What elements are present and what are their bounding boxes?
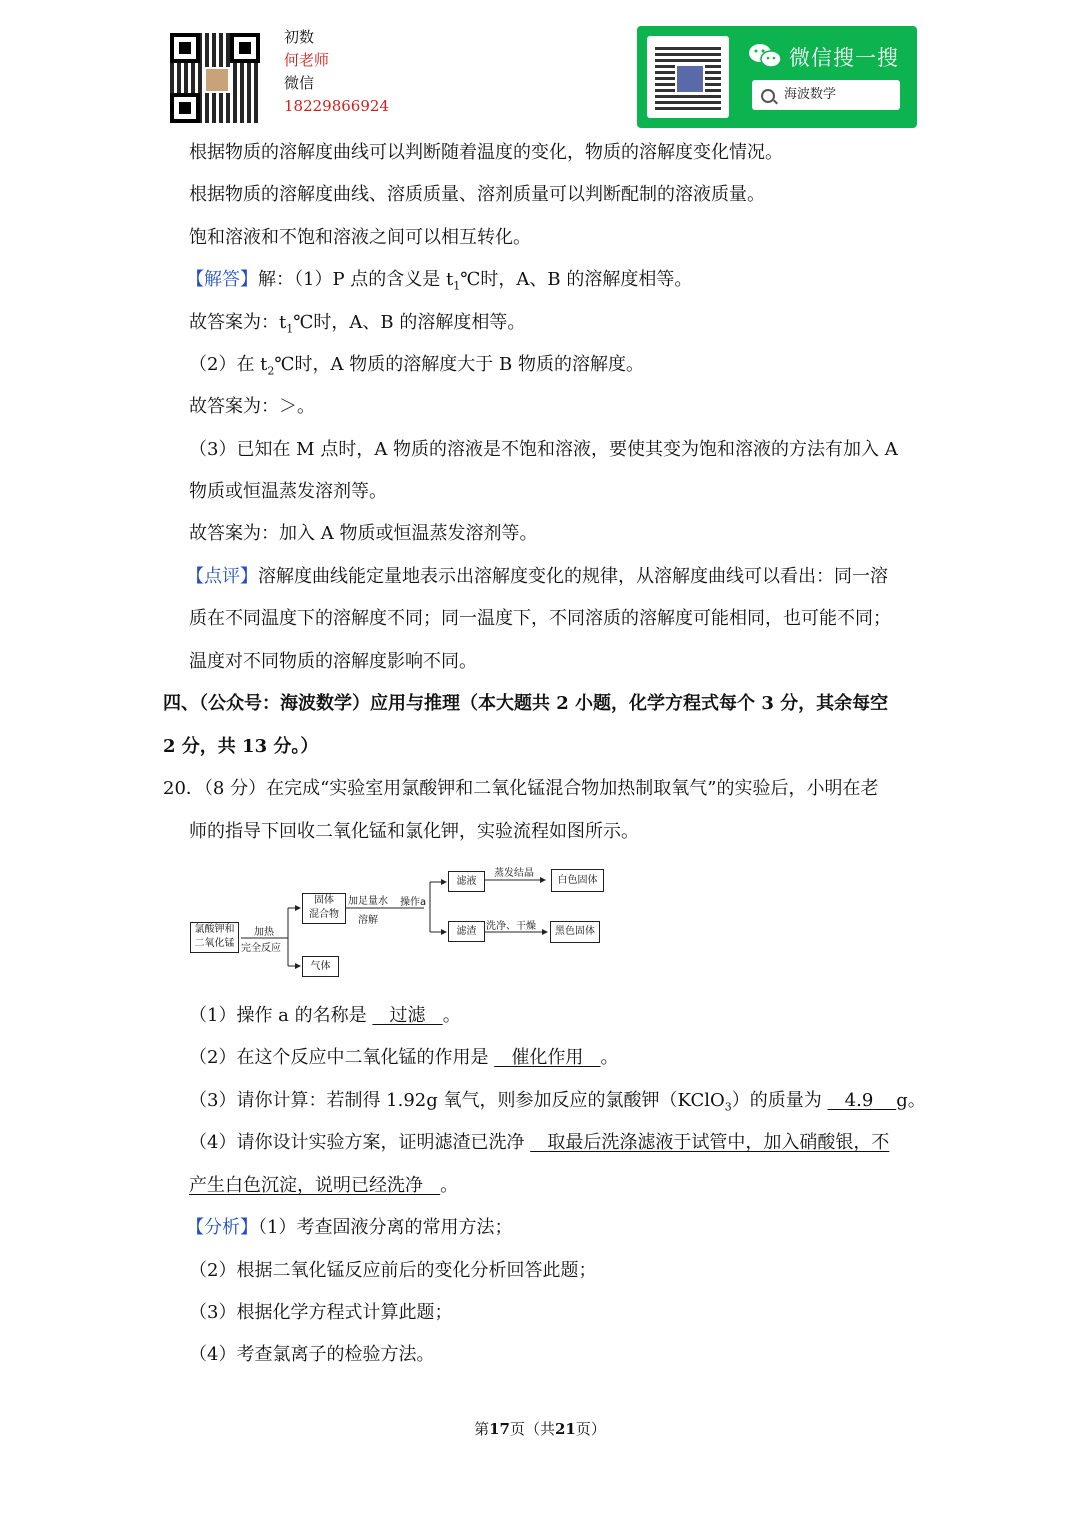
qr-code-right — [647, 36, 729, 118]
label-add-water: 加足量水 — [348, 896, 388, 907]
wechat-title: 微信搜一搜 — [789, 46, 899, 70]
section-heading-line-1: 四、（公众号：海波数学）应用与推理（本大题共 2 小题，化学方程式每个 3 分，其余每空 — [163, 693, 889, 714]
box-black-solid: 黑色固体 — [550, 921, 600, 943]
comment-tag: 【点评】 — [186, 566, 258, 587]
text-line-1: 根据物质的溶解度曲线可以判断随着温度的变化，物质的溶解度变化情况。 — [189, 142, 783, 163]
analysis-tag: 【分析】 — [186, 1217, 258, 1238]
answer-blank-4-cont: 产生白色沉淀，说明已经洗净 — [189, 1175, 423, 1196]
answer-line-2: 故答案为：$t_1℃$时，A、B 的溶解度相等。 — [189, 312, 526, 336]
answer-blank-3: 4.9 — [844, 1090, 874, 1111]
wechat-logo-icon — [748, 42, 782, 70]
text-line-2: 根据物质的溶解度曲线、溶质质量、溶剂质量可以判断配制的溶液质量。 — [189, 184, 765, 205]
box-solid-mixture: 固体 混合物 — [302, 893, 346, 924]
box-white-solid: 白色固体 — [551, 869, 604, 892]
box-filtrate: 滤液 — [448, 871, 485, 892]
answer-blank-2: 催化作用 — [511, 1047, 584, 1068]
contact-info — [284, 26, 389, 118]
answer-tag: 【解答】 — [186, 269, 258, 290]
wechat-search-card[interactable] — [637, 26, 917, 128]
qr-code-left — [170, 33, 260, 123]
box-gas: 气体 — [302, 956, 339, 977]
sub-question-4: （4）请你设计实验方案，证明滤渣已洗净 取最后洗涤滤液于试管中，加入硝酸银，不 — [189, 1132, 890, 1153]
analysis-line-3: （3）根据化学方程式计算此题； — [189, 1302, 453, 1323]
flow-diagram — [188, 860, 608, 982]
label-operation-a: 操作a — [400, 897, 427, 908]
box-residue: 滤渣 — [448, 921, 485, 942]
label-evaporate: 蒸发结晶 — [494, 868, 534, 879]
answer-blank-4: 取最后洗涤滤液于试管中，加入硝酸银，不 — [547, 1132, 890, 1153]
page-total: 21 — [555, 1420, 576, 1438]
wechat-search-box[interactable] — [752, 80, 900, 110]
question-20-line-1: 20．（8 分）在完成“实验室用氯酸钾和二氧化锰混合物加热制取氧气”的实验后，小明在老 — [163, 778, 879, 799]
flow-arrows — [188, 860, 608, 982]
text-line-3: 饱和溶液和不饱和溶液之间可以相互转化。 — [189, 227, 531, 248]
answer-line-5: （3）已知在 M 点时，A 物质的溶液是不饱和溶液，要使其变为饱和溶液的方法有加入 A — [189, 439, 898, 460]
answer-line-7: 故答案为：加入 A 物质或恒温蒸发溶剂等。 — [189, 523, 538, 544]
label-heat: 加热 — [254, 927, 274, 938]
sub-question-1: （1）操作 a 的名称是 过滤 。 — [189, 1005, 461, 1026]
answer-line-1: 【解答】解：（1）P 点的含义是 $t_1℃$时，A、B 的溶解度相等。 — [186, 269, 693, 293]
comment-line-2: 质在不同温度下的溶解度不同；同一温度下，不同溶质的溶解度可能相同，也可能不同； — [189, 608, 891, 629]
label-wash-dry: 洗净、干燥 — [486, 921, 536, 932]
analysis-line-4: （4）考查氯离子的检验方法。 — [189, 1344, 435, 1365]
page-footer: 第17页（共21页） — [474, 1420, 606, 1438]
comment-line-1: 【点评】溶解度曲线能定量地表示出溶解度变化的规律，从溶解度曲线可以看出：同一溶 — [186, 566, 888, 587]
contact-line-2: 何老师 — [284, 51, 330, 69]
sub-question-4-cont: 产生白色沉淀，说明已经洗净 。 — [189, 1175, 459, 1196]
answer-line-6: 物质或恒温蒸发溶剂等。 — [189, 481, 387, 502]
analysis-line-1: 【分析】（1）考查固液分离的常用方法； — [186, 1217, 513, 1238]
comment-line-3: 温度对不同物质的溶解度影响不同。 — [189, 651, 477, 672]
page-number: 17 — [489, 1420, 510, 1438]
contact-line-1: 初数 — [284, 28, 315, 46]
box-start: 氯酸钾和 二氧化锰 — [190, 922, 239, 953]
section-heading-line-2: 2 分，共 13 分。） — [163, 736, 319, 757]
contact-phone: 18229866924 — [284, 97, 389, 115]
sub-question-3: （3）请你计算：若制得 1.92g 氧气，则参加反应的氯酸钾（KClO$_3$）的质量为 4.9 g。 — [189, 1090, 926, 1114]
sub-question-2: （2）在这个反应中二氧化锰的作用是 催化作用 。 — [189, 1047, 619, 1068]
question-20-line-2: 师的指导下回收二氧化锰和氯化钾，实验流程如图所示。 — [189, 821, 639, 842]
search-text: 海波数学 — [784, 87, 837, 102]
answer-line-3: （2）在 $t_2℃$时，A 物质的溶解度大于 B 物质的溶解度。 — [189, 354, 644, 378]
answer-line-4: 故答案为：＞。 — [189, 396, 315, 417]
label-dissolve: 溶解 — [358, 915, 378, 926]
search-icon — [761, 89, 775, 103]
analysis-line-2: （2）根据二氧化锰反应前后的变化分析回答此题； — [189, 1260, 597, 1281]
answer-blank-1: 过滤 — [389, 1005, 426, 1026]
contact-line-3: 微信 — [284, 74, 315, 92]
label-complete-reaction: 完全反应 — [241, 943, 281, 954]
